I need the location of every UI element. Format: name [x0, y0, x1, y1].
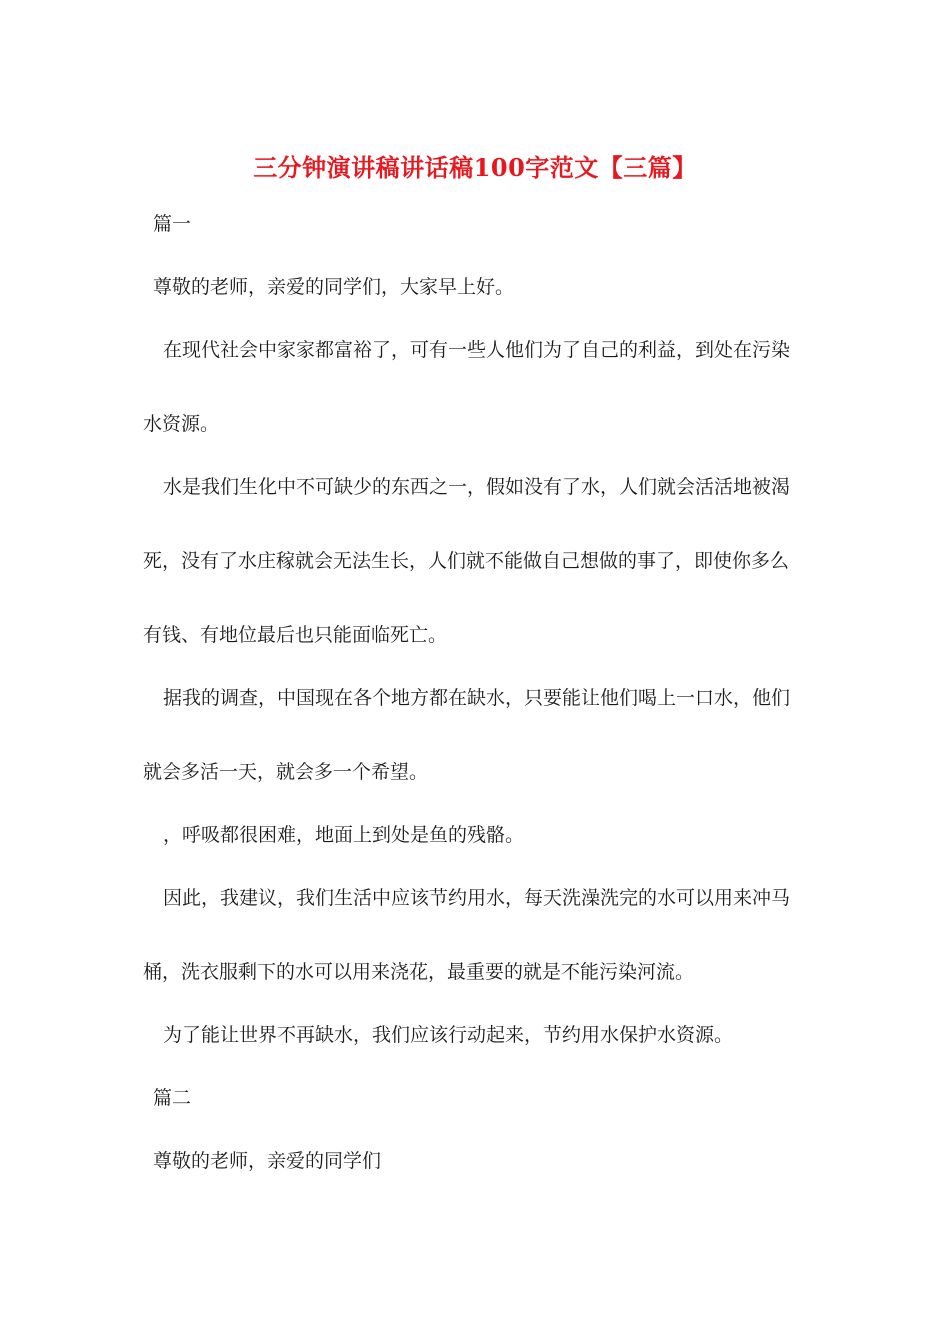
paragraph-line: 水是我们生化中不可缺少的东西之一，假如没有了水，人们就会活活地被渴: [163, 476, 791, 498]
greeting-line: 尊敬的老师，亲爱的同学们，大家早上好。: [153, 276, 515, 298]
paragraph-line: 死，没有了水庄稼就会无法生长，人们就不能做自己想做的事了，即使你多么: [143, 550, 790, 572]
paragraph-line: 为了能让世界不再缺水，我们应该行动起来，节约用水保护水资源。: [163, 1024, 734, 1046]
section-heading-2: 篇二: [153, 1087, 192, 1109]
paragraph-line: ，呼吸都很困难，地面上到处是鱼的残骼。: [163, 824, 525, 846]
paragraph-line: 就会多活一天，就会多一个希望。: [143, 761, 429, 783]
document-title: 三分钟演讲稿讲话稿100字范文【三篇】: [253, 153, 697, 182]
section-heading-1: 篇一: [153, 213, 192, 235]
paragraph-line: 桶，洗衣服剩下的水可以用来浇花，最重要的就是不能污染河流。: [143, 961, 695, 983]
paragraph-line: 据我的调查，中国现在各个地方都在缺水，只要能让他们喝上一口水，他们: [163, 687, 791, 709]
paragraph-line: 水资源。: [143, 413, 220, 435]
paragraph-line: 因此，我建议，我们生活中应该节约用水，每天洗澡洗完的水可以用来冲马: [163, 887, 791, 909]
paragraph-line: 在现代社会中家家都富裕了，可有一些人他们为了自己的利益，到处在污染: [163, 339, 791, 361]
paragraph-line: 有钱、有地位最后也只能面临死亡。: [143, 624, 448, 646]
greeting-line: 尊敬的老师，亲爱的同学们: [153, 1150, 382, 1172]
